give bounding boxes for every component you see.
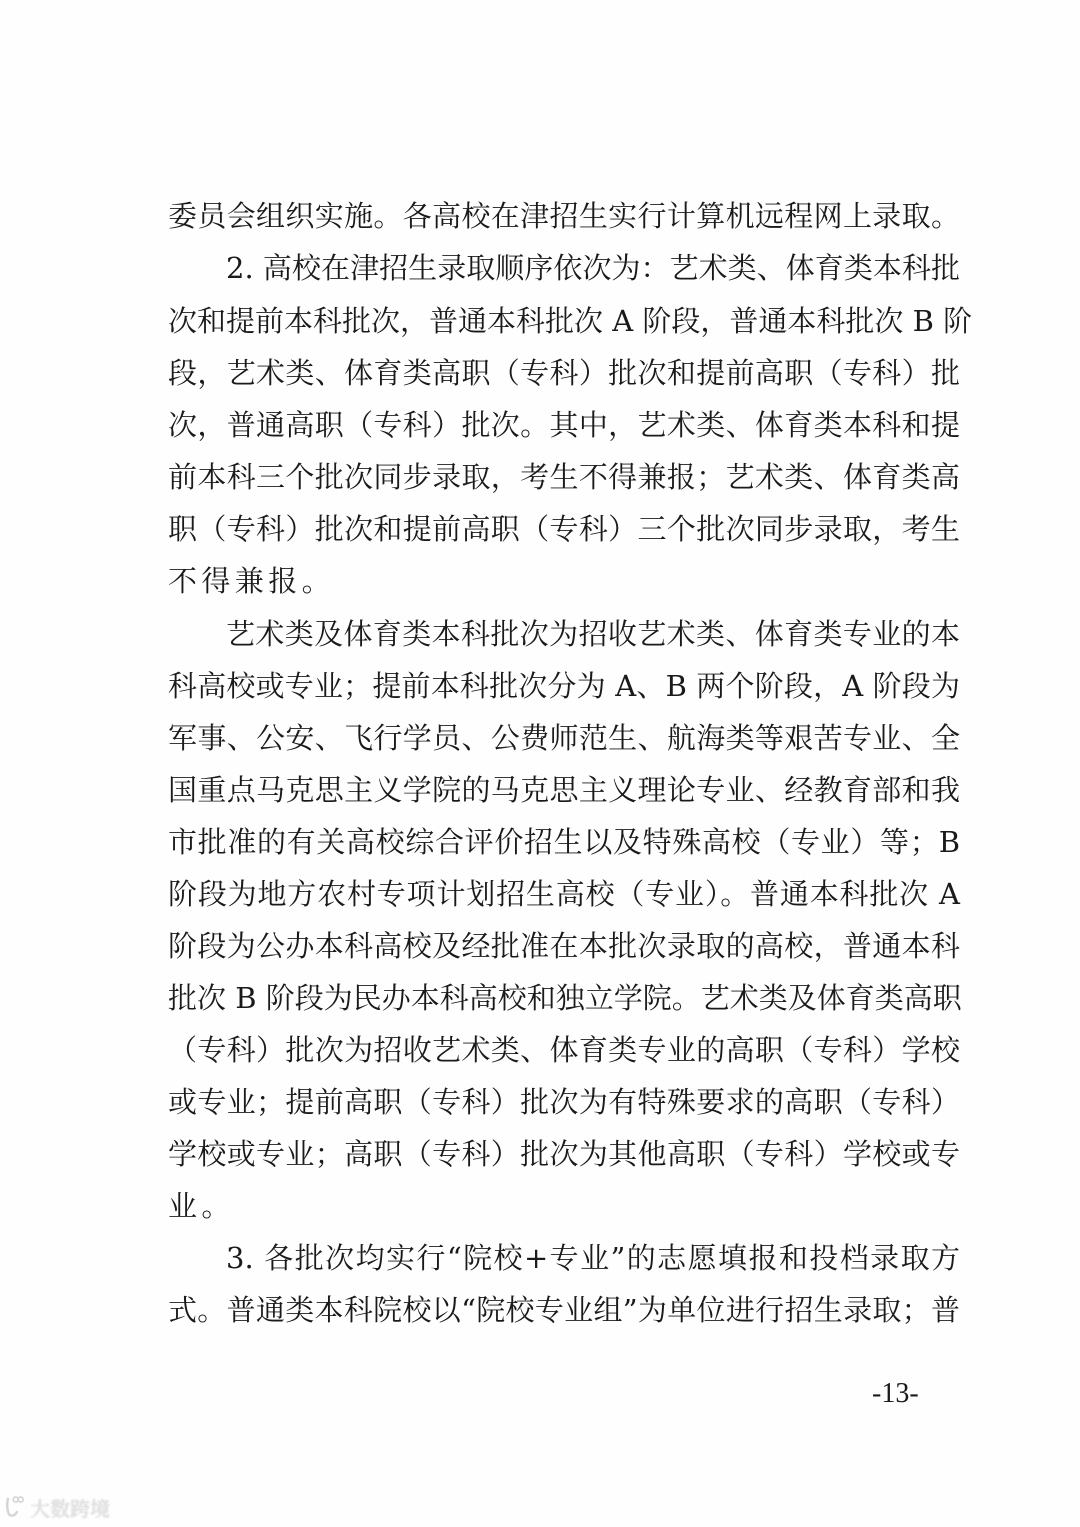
text-line: 次和提前本科批次，普通本科批次 A 阶段，普通本科批次 B 阶 (168, 304, 973, 338)
text-line: 段，艺术类、体育类高职（专科）批次和提前高职（专科）批 (168, 356, 960, 390)
text-line: 业。 (168, 1189, 235, 1223)
brand-logo-icon (4, 1494, 24, 1520)
text-line: 军事、公安、飞行学员、公费师范生、航海类等艰苦专业、全 (168, 721, 960, 755)
text-line: 或专业；提前高职（专科）批次为有特殊要求的高职（专科） (168, 1085, 960, 1119)
text-line: 式。普通类本科院校以“院校专业组”为单位进行招生录取；普 (168, 1293, 960, 1327)
text-line: 2. 高校在津招生录取顺序依次为：艺术类、体育类本科批 (226, 251, 960, 285)
page-number: -13- (872, 1378, 919, 1409)
text-line: 阶段为地方农村专项计划招生高校（专业）。普通本科批次 A (168, 877, 960, 911)
text-line: 3. 各批次均实行“院校+专业”的志愿填报和投档录取方 (226, 1241, 960, 1275)
text-line: （专科）批次为招收艺术类、体育类专业的高职（专科）学校 (168, 1033, 960, 1067)
watermark (4, 1490, 110, 1524)
text-line: 艺术类及体育类本科批次为招收艺术类、体育类专业的本 (226, 617, 960, 651)
text-line: 不得兼报。 (168, 564, 336, 598)
text-line: 学校或专业；高职（专科）批次为其他高职（专科）学校或专 (168, 1137, 960, 1171)
watermark-text: 大数跨境 (30, 1496, 110, 1521)
text-line: 科高校或专业；提前本科批次分为 A、B 两个阶段，A 阶段为 (168, 669, 960, 703)
text-line: 市批准的有关高校综合评价招生以及特殊高校（专业）等；B (168, 825, 960, 859)
text-line: 国重点马克思主义学院的马克思主义理论专业、经教育部和我 (168, 773, 960, 807)
text-line: 委员会组织实施。各高校在津招生实行计算机远程网上录取。 (168, 199, 960, 233)
text-line: 批次 B 阶段为民办本科高校和独立学院。艺术类及体育类高职 (168, 981, 962, 1015)
text-line: 职（专科）批次和提前高职（专科）三个批次同步录取，考生 (168, 512, 960, 546)
text-line: 前本科三个批次同步录取，考生不得兼报；艺术类、体育类高 (168, 460, 960, 494)
text-line: 次，普通高职（专科）批次。其中，艺术类、体育类本科和提 (168, 408, 960, 442)
text-line: 阶段为公办本科高校及经批准在本批次录取的高校，普通本科 (168, 929, 960, 963)
